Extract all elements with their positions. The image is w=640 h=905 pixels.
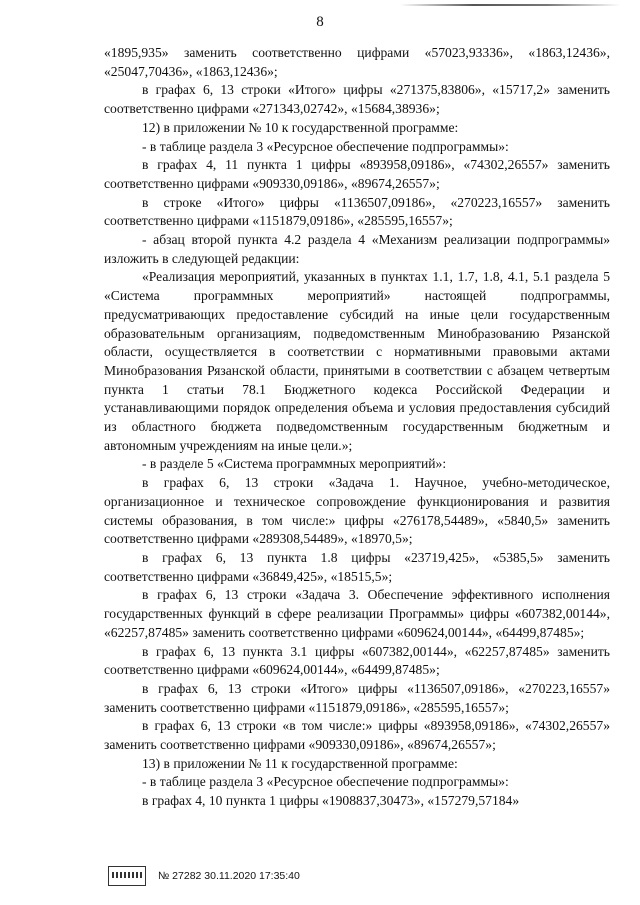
paragraph: - в таблице раздела 3 «Ресурсное обеспечение подпрограммы»:: [142, 774, 509, 790]
paragraph: в графах 4, 11 пункта 1 цифры «893958,09186», «74302,26557» заменить соответственно цифрами «909330,09186», «89674,26557»;: [104, 157, 610, 191]
footer-stamp: [108, 866, 300, 886]
paragraph: в графах 6, 13 пункта 1.8 цифры «23719,425», «5385,5» заменить соответственно цифрами «36849,425», «18515,5»;: [104, 549, 610, 584]
paragraph: в графах 6, 13 строки «Итого» цифры «1136507,09186», «270223,16557» заменить соответственно цифрами «1151879,09186», «285595,16557»;: [104, 680, 610, 715]
registration-stamp: № 27282 30.11.2020 17:35:40: [158, 870, 300, 882]
paragraph: в графах 6, 13 строки «Задача 3. Обеспечение эффективного исполнения государственных функций в сфере реализации Программы» цифры «607382,00144», «62257,87485» заменить соответственно цифрами «609624,00144», «64499,87485»;: [104, 587, 610, 640]
scan-artifact: [400, 4, 620, 6]
paragraph: 12) в приложении № 10 к государственной программе:: [142, 119, 459, 135]
paragraph: «1895,935» заменить соответственно цифрами «57023,93336», «1863,12436», «25047,70436», «1863,12436»;: [104, 45, 610, 79]
paragraph: в графах 4, 10 пункта 1 цифры «1908837,30473», «157279,57184»: [142, 793, 520, 809]
paragraph: в графах 6, 13 строки «Итого» цифры «271375,83806», «15717,2» заменить соответственно цифрами «271343,02742», «15684,38936»;: [104, 82, 610, 117]
paragraph: 13) в приложении № 11 к государственной программе:: [142, 755, 458, 771]
paragraph: - в таблице раздела 3 «Ресурсное обеспечение подпрограммы»:: [142, 138, 509, 154]
paragraph: в графах 6, 13 строки «в том числе:» цифры «893958,09186», «74302,26557» заменить соответственно цифрами «909330,09186», «89674,26557»;: [104, 718, 610, 753]
barcode-seal-icon: [108, 866, 146, 886]
paragraph: - в разделе 5 «Система программных мероприятий»:: [142, 456, 447, 472]
paragraph: в графах 6, 13 строки «Задача 1. Научное, учебно-методическое, организационное и техническое сопровождение функционирования и развития системы образования, в том числе:» цифры «276178,54489», «5840,5» заменить соответственно цифрами «289308,54489», «18970,5»;: [104, 475, 610, 547]
paragraph: в графах 6, 13 пункта 3.1 цифры «607382,00144», «62257,87485» заменить соответственно цифрами «609624,00144», «64499,87485»;: [104, 643, 610, 678]
page-number: 8: [316, 14, 324, 30]
paragraph: - абзац второй пункта 4.2 раздела 4 «Механизм реализации подпрограммы» изложить в следующей редакции:: [104, 232, 610, 266]
paragraph: «Реализация мероприятий, указанных в пунктах 1.1, 1.7, 1.8, 4.1, 5.1 раздела 5 «Система программных мероприятий» настоящей подпрограммы, предусматривающих предоставление субсидий на иные цели государственным образовательным организациям, подведомственным Минобразованию Рязанской области, осуществляется в соответствии с нормативными правовыми актами Минобразования Рязанской области, принятыми в соответствии с абзацем четвертым пункта 1 статьи 78.1 Бюджетного кодекса Российской Федерации и устанавливающими порядок определения объема и условия предоставления субсидий из областного бюджета подведомственным государственным бюджетным и автономным учреждениям на иные цели.»;: [104, 269, 610, 453]
paragraph: в строке «Итого» цифры «1136507,09186», «270223,16557» заменить соответственно цифрами «1151879,09186», «285595,16557»;: [104, 194, 610, 229]
document-body: [104, 44, 610, 811]
